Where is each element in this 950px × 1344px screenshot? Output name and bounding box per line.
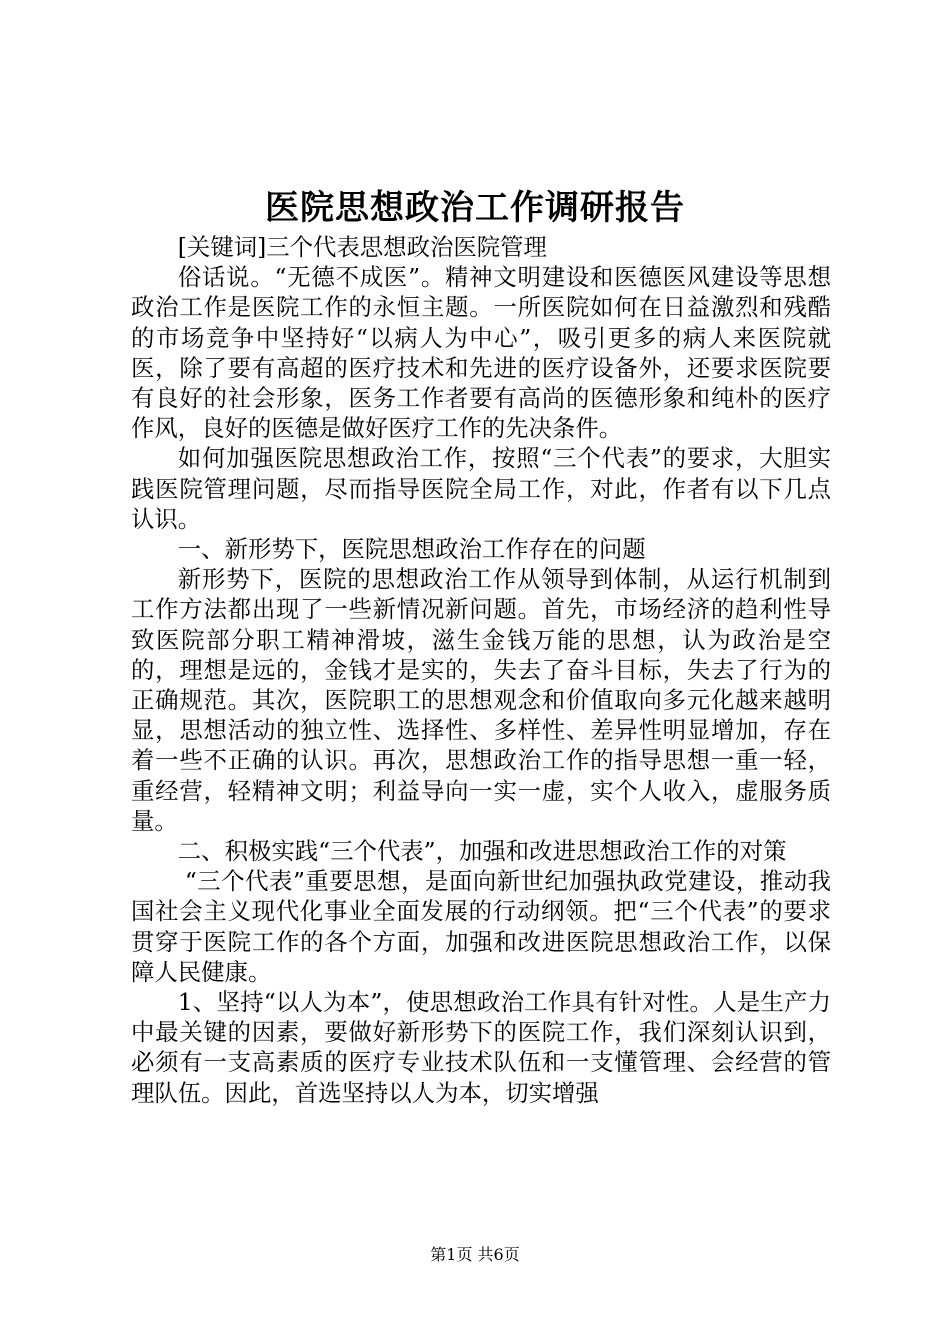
page-footer: 第1页 共6页 [430,1245,520,1264]
document-body [131,232,831,1108]
keywords-line: [关键词]三个代表思想政治医院管理 [177,233,547,261]
paragraph-three-represents: “三个代表”重要思想，是面向新世纪加强执政党建设，推动我国社会主义现代化事业全面发展的行动纲领。把“三个代表”的要求贯穿于医院工作的各个方面，加强和改进医院思想政治工作，以保障人民健康。 [131,867,831,986]
section-heading-1: 一、新形势下，医院思想政治工作存在的问题 [177,535,646,564]
document-title: 医院思想政治工作调研报告 [265,188,685,228]
section-heading-2: 二、积极实践“三个代表”，加强和改进思想政治工作的对策 [177,837,787,866]
paragraph-intro: 俗话说。“无德不成医”。精神文明建设和医德医风建设等思想政治工作是医院工作的永恒主题。一所医院如何在日益激烈和残酷的市场竞争中坚持好“以病人为中心”，吸引更多的病人来医院就医，除了要有高超的医疗技术和先进的医疗设备外，还要求医院要有良好的社会形象，医务工作者要有高尚的医德形象和纯朴的医疗作风，良好的医德是做好医疗工作的先决条件。 [131,263,831,443]
paragraph-problems: 新形势下，医院的思想政治工作从领导到体制，从运行机制到工作方法都出现了一些新情况新问题。首先，市场经济的趋利性导致医院部分职工精神滑坡，滋生金钱万能的思想，认为政治是空的，理想是远的，金钱才是实的，失去了奋斗目标，失去了行为的正确规范。其次，医院职工的思想观念和价值取向多元化越来越明显，思想活动的独立性、选择性、多样性、差异性明显增加，存在着一些不正确的认识。再次，思想政治工作的指导思想一重一轻，重经营，轻精神文明；利益导向一实一虚，实个人收入，虚服务质量。 [131,565,831,835]
paragraph-how-to-strengthen: 如何加强医院思想政治工作，按照“三个代表”的要求，大胆实践医院管理问题，尽而指导医院全局工作，对此，作者有以下几点认识。 [131,444,831,533]
paragraph-point-1: 1、坚持“以人为本”，使思想政治工作具有针对性。人是生产力中最关键的因素，要做好新形势下的医院工作，我们深刻认识到，必须有一支高素质的医疗专业技术队伍和一支懂管理、会经营的管理队伍。因此，首选坚持以人为本，切实增强 [131,988,831,1107]
